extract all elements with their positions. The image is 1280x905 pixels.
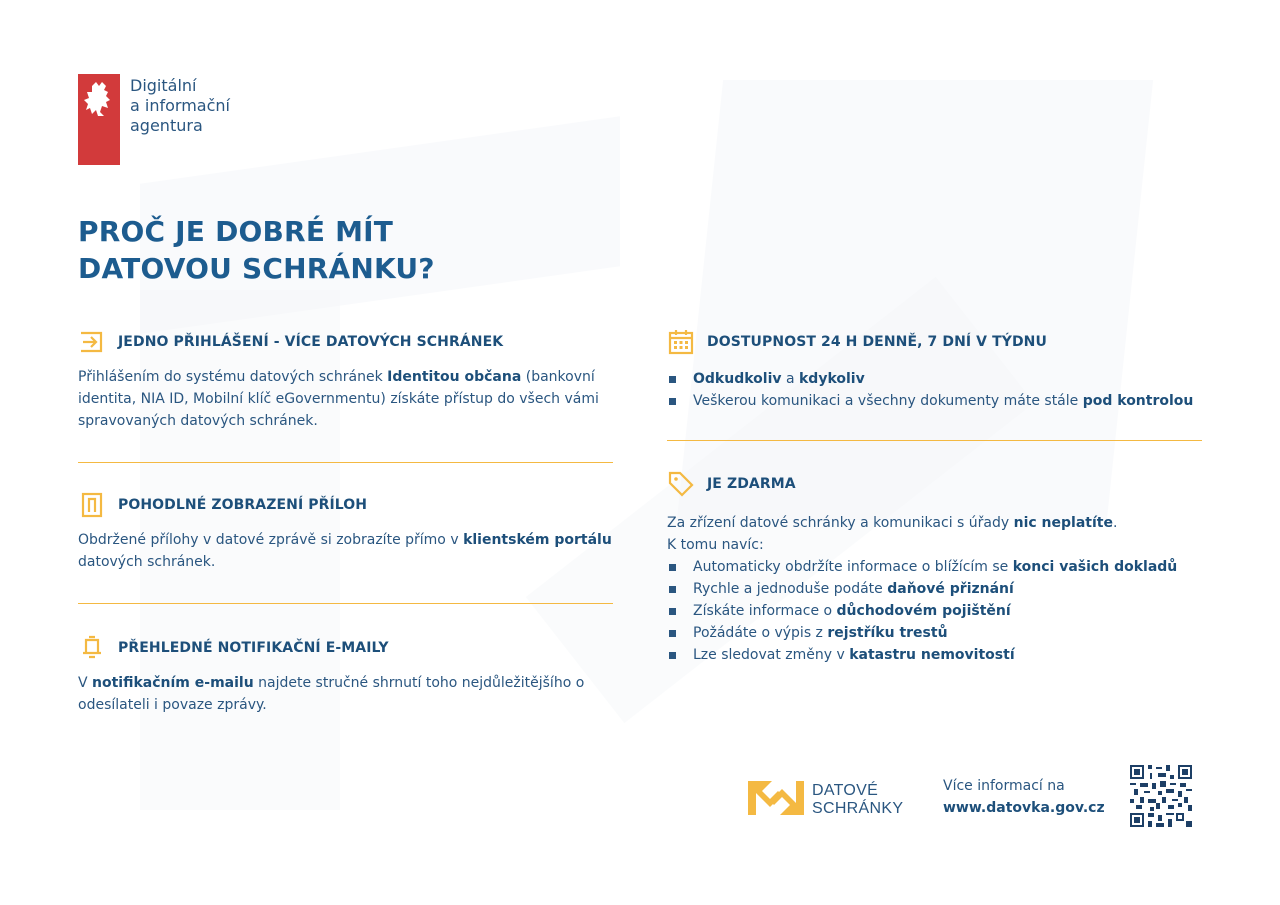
list-item <box>667 556 1227 578</box>
section-title: JEDNO PŘIHLÁŠENÍ - VÍCE DATOVÝCH SCHRÁNEK <box>118 334 504 350</box>
section-free <box>667 470 1227 666</box>
text-bold: klientském portálu <box>463 532 612 548</box>
section-title: POHODLNÉ ZOBRAZENÍ PŘÍLOH <box>118 497 368 513</box>
divider <box>78 462 613 463</box>
list-item <box>667 600 1227 622</box>
text-bold: kdykoliv <box>798 371 865 387</box>
text-fragment: Rychle a jednoduše podáte <box>693 581 888 597</box>
free-benefits-list <box>667 556 1227 666</box>
text-fragment: Lze sledovat změny v <box>693 647 850 663</box>
divider <box>78 603 613 604</box>
list-item <box>667 390 1227 412</box>
section-attachments <box>78 491 618 573</box>
text-bold: důchodovém pojištění <box>836 603 1011 619</box>
brand-line1: DATOVÉ <box>812 782 879 799</box>
more-info-label: Více informací na <box>943 778 1065 794</box>
text-bold: katastru nemovitostí <box>849 647 1015 663</box>
section-text <box>78 366 618 432</box>
list-item <box>667 622 1227 644</box>
text-fragment: (bankovní identita, NIA ID, Mobilní klíč eGovernmentu) získáte přístup do všech vámi spravovaných datových schránek. <box>78 369 599 429</box>
dia-logo <box>78 74 230 165</box>
text-bold: pod kontrolou <box>1082 393 1194 409</box>
text-bold: Odkudkoliv <box>693 371 782 387</box>
page-title <box>78 213 435 287</box>
login-arrow-icon <box>78 328 106 356</box>
divider <box>667 440 1202 441</box>
org-name-line2: a informační <box>130 96 230 115</box>
more-info-url[interactable]: www.datovka.gov.cz <box>943 800 1105 816</box>
availability-list <box>667 368 1227 412</box>
text-fragment: Obdržené přílohy v datové zprávě si zobrazíte přímo v <box>78 532 464 548</box>
text-fragment: a <box>781 371 799 387</box>
text-bold: notifikačním e-mailu <box>92 675 254 691</box>
text-fragment: najdete stručné shrnutí toho nejdůležitějšího o odesílateli i povaze zprávy. <box>78 675 585 713</box>
page-title-line2: DATOVOU SCHRÁNKU? <box>78 252 435 285</box>
section-text <box>78 529 618 573</box>
paperclip-icon <box>78 491 106 519</box>
org-name-line1: Digitální <box>130 76 197 95</box>
bell-icon <box>78 634 106 662</box>
text-fragment: K tomu navíc: <box>667 537 764 553</box>
text-fragment: Automaticky obdržíte informace o blížícím se <box>693 559 1013 575</box>
more-info <box>943 775 1105 819</box>
calendar-icon <box>667 328 695 356</box>
text-bold: konci vašich dokladů <box>1012 559 1178 575</box>
datove-schranky-logo <box>748 781 903 819</box>
text-fragment: Získáte informace o <box>693 603 837 619</box>
lion-emblem-icon <box>78 74 120 165</box>
text-fragment: Za zřízení datové schránky a komunikaci s úřady <box>667 515 1014 531</box>
section-title: JE ZDARMA <box>707 476 796 492</box>
text-bold: nic neplatíte <box>1013 515 1113 531</box>
text-fragment: V <box>78 675 93 691</box>
section-text <box>78 672 618 716</box>
section-text <box>667 512 1227 556</box>
text-fragment: Přihlášením do systému datových schránek <box>78 369 388 385</box>
section-single-login <box>78 328 618 432</box>
datove-schranky-icon <box>748 781 804 819</box>
section-title: PŘEHLEDNÉ NOTIFIKAČNÍ E-MAILY <box>118 640 389 656</box>
text-fragment: . <box>1112 515 1118 531</box>
section-title: DOSTUPNOST 24 H DENNĚ, 7 DNÍ V TÝDNU <box>707 334 1047 350</box>
list-item <box>667 644 1227 666</box>
text-fragment: Veškerou komunikaci a všechny dokumenty máte stále <box>693 393 1083 409</box>
text-fragment: datových schránek. <box>78 554 216 570</box>
brand-line2: SCHRÁNKY <box>812 800 904 817</box>
text-bold: rejstříku trestů <box>827 625 948 641</box>
page-title-line1: PROČ JE DOBRÉ MÍT <box>78 215 394 248</box>
section-notifications <box>78 634 618 716</box>
text-bold: Identitou občana <box>387 369 522 385</box>
text-fragment: Požádáte o výpis z <box>693 625 828 641</box>
list-item <box>667 578 1227 600</box>
org-name-line3: agentura <box>130 116 203 135</box>
tag-icon <box>667 470 695 498</box>
list-item <box>667 368 1227 390</box>
section-availability <box>667 328 1227 412</box>
text-bold: daňové přiznání <box>887 581 1014 597</box>
qr-code-icon <box>1130 765 1192 827</box>
